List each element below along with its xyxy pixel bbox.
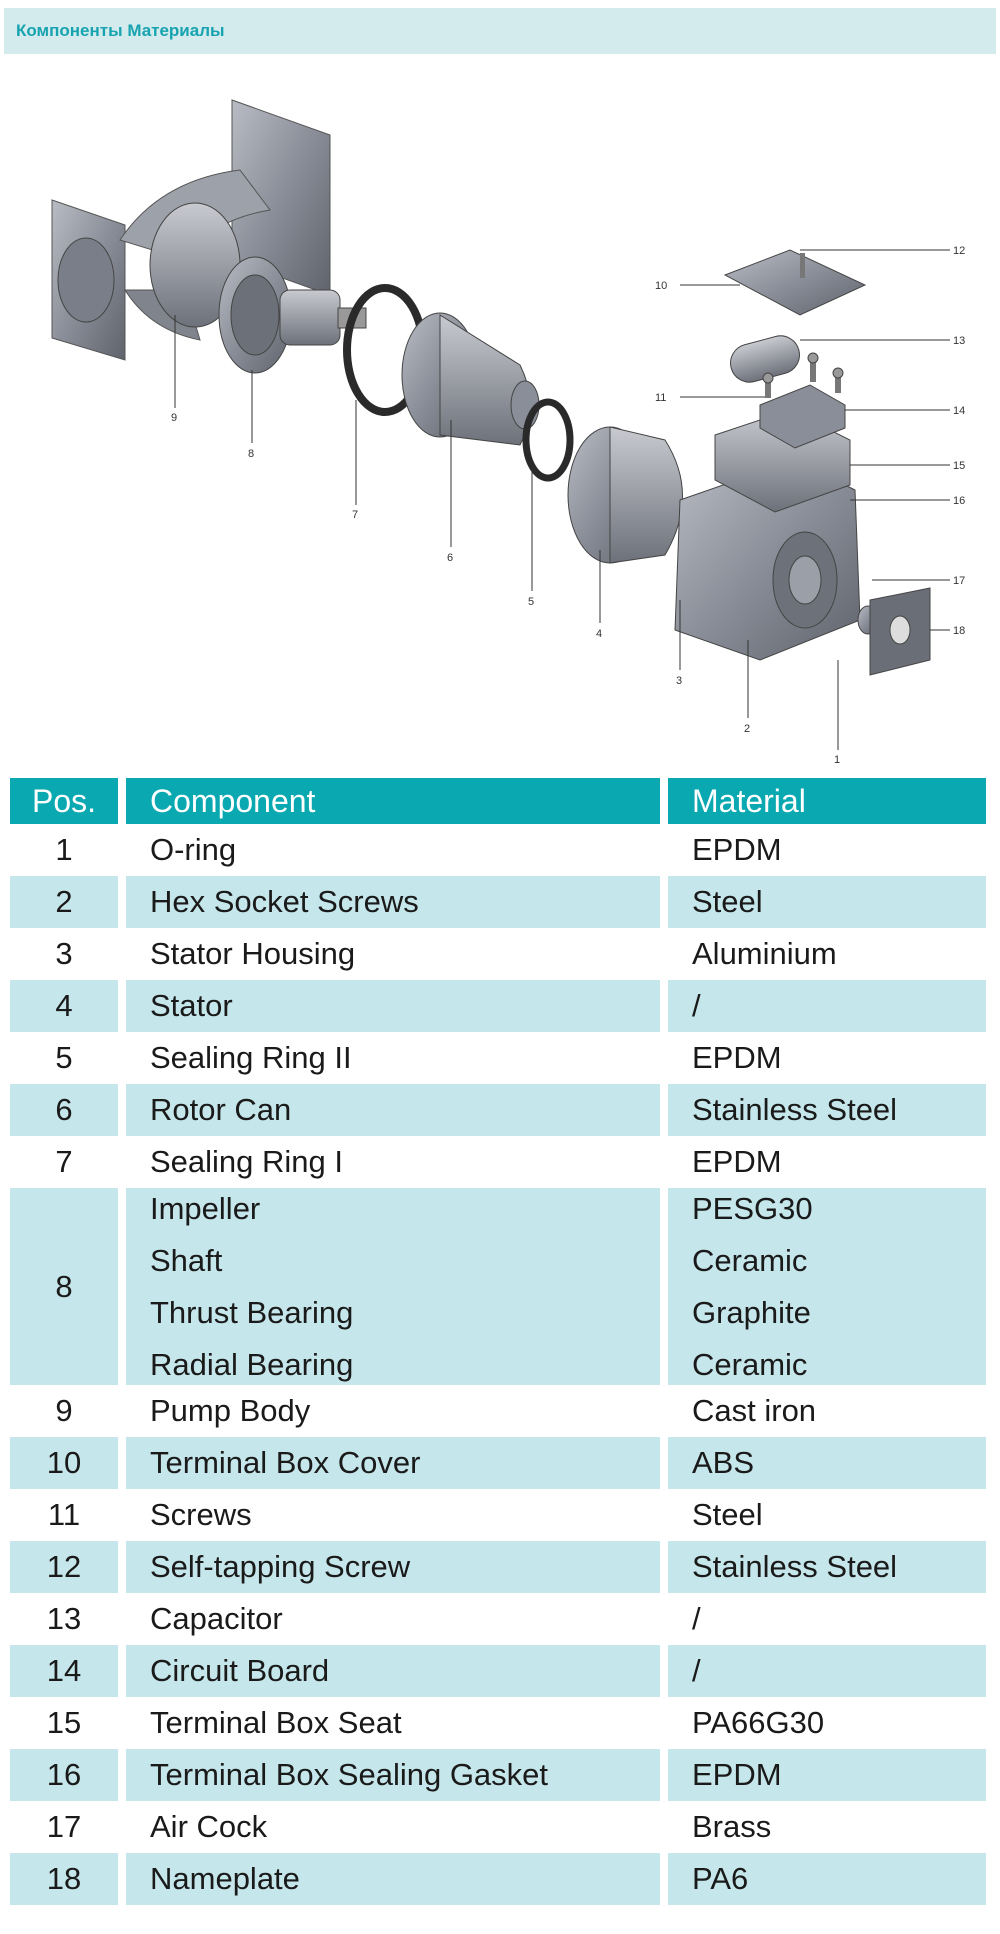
- table-row: [10, 1489, 986, 1541]
- material-cell: Steel: [692, 1497, 763, 1532]
- material-cell: Cast iron: [692, 1393, 817, 1428]
- table-row: [10, 980, 986, 1032]
- material-cell: EPDM: [692, 1144, 782, 1179]
- pos-cell: 3: [55, 936, 73, 971]
- pos-cell: 6: [10, 1084, 118, 1136]
- callout-8: 8: [248, 448, 255, 460]
- header-material: Material: [668, 778, 986, 824]
- pos-cell: 7: [55, 1144, 73, 1179]
- callout-4: 4: [596, 628, 603, 640]
- component-cell: [126, 1188, 660, 1385]
- material-cell: EPDM: [668, 1749, 986, 1801]
- pos-cell: 2: [10, 876, 118, 928]
- table-row: [10, 1385, 986, 1437]
- callout-10: 10: [655, 280, 668, 292]
- component-line: Radial Bearing: [150, 1346, 354, 1382]
- components-table: [10, 778, 986, 1905]
- table-row: [10, 1645, 986, 1697]
- callout-9: 9: [171, 412, 178, 424]
- stator-part: [568, 427, 683, 563]
- material-cell: Aluminium: [692, 936, 837, 971]
- pos-cell: 10: [10, 1437, 118, 1489]
- table-row: [10, 1853, 986, 1905]
- material-cell: /: [668, 1645, 986, 1697]
- table-row: [10, 1084, 986, 1136]
- table-header-row: [10, 778, 986, 824]
- pos-cell: 16: [10, 1749, 118, 1801]
- material-cell: PA6: [668, 1853, 986, 1905]
- callout-17: 17: [953, 575, 966, 587]
- callout-18: 18: [953, 625, 966, 637]
- material-line: Graphite: [692, 1294, 811, 1330]
- nameplate-part: [870, 588, 930, 675]
- component-cell: O-ring: [150, 832, 237, 867]
- section-title: Компоненты Материалы: [16, 21, 225, 40]
- terminal-box-cover-part: [725, 250, 865, 315]
- component-line: Impeller: [150, 1190, 261, 1226]
- callout-14: 14: [953, 405, 966, 417]
- table-row: [10, 1697, 986, 1749]
- table-row: [10, 1749, 986, 1801]
- pos-cell: 9: [55, 1393, 73, 1428]
- table-row: [10, 876, 986, 928]
- pos-cell: 11: [47, 1497, 81, 1532]
- sealing-ring-2-part: [526, 402, 570, 478]
- pos-cell: 12: [10, 1541, 118, 1593]
- pos-cell: 18: [10, 1853, 118, 1905]
- component-line: Thrust Bearing: [150, 1294, 354, 1330]
- material-cell: [668, 1188, 986, 1385]
- material-cell: Stainless Steel: [668, 1541, 986, 1593]
- material-cell: ABS: [668, 1437, 986, 1489]
- component-cell: Sealing Ring I: [150, 1144, 344, 1179]
- table-row: [10, 1437, 986, 1489]
- component-cell: Pump Body: [150, 1393, 311, 1428]
- callout-6: 6: [447, 552, 454, 564]
- component-cell: Self-tapping Screw: [126, 1541, 660, 1593]
- component-line: Shaft: [150, 1242, 223, 1278]
- component-cell: Circuit Board: [126, 1645, 660, 1697]
- component-cell: Terminal Box Seat: [150, 1705, 402, 1740]
- material-cell: PA66G30: [692, 1705, 825, 1740]
- material-cell: Steel: [668, 876, 986, 928]
- table-row: [10, 1188, 986, 1385]
- material-cell: Stainless Steel: [668, 1084, 986, 1136]
- callout-2: 2: [744, 723, 751, 735]
- table-row: [10, 1032, 986, 1084]
- callout-7: 7: [352, 509, 359, 521]
- material-cell: /: [692, 1601, 701, 1636]
- component-cell: Terminal Box Sealing Gasket: [126, 1749, 660, 1801]
- component-cell: Stator Housing: [150, 936, 356, 971]
- table-row: [10, 1541, 986, 1593]
- callout-15: 15: [953, 460, 966, 472]
- material-cell: Brass: [692, 1809, 772, 1844]
- material-line: PESG30: [692, 1190, 813, 1226]
- callout-11: 11: [655, 392, 667, 404]
- material-cell: /: [668, 980, 986, 1032]
- pos-cell: 13: [46, 1601, 82, 1636]
- material-line: Ceramic: [692, 1346, 808, 1382]
- material-cell: EPDM: [692, 832, 782, 867]
- callout-16: 16: [953, 495, 966, 507]
- component-cell: Stator: [126, 980, 660, 1032]
- material-line: Ceramic: [692, 1242, 808, 1278]
- pos-cell: 14: [10, 1645, 118, 1697]
- table-row: [10, 1136, 986, 1188]
- header-component: Component: [126, 778, 660, 824]
- callout-3: 3: [676, 675, 683, 687]
- pos-cell: 1: [55, 832, 73, 867]
- component-cell: Screws: [150, 1497, 252, 1532]
- exploded-pump-diagram: [0, 60, 1000, 770]
- component-cell: Capacitor: [150, 1601, 283, 1636]
- pos-cell: 5: [55, 1040, 73, 1075]
- component-cell: Terminal Box Cover: [126, 1437, 660, 1489]
- component-cell: Nameplate: [126, 1853, 660, 1905]
- header-pos: Pos.: [10, 778, 118, 824]
- callout-5: 5: [528, 596, 535, 608]
- callout-1: 1: [834, 754, 841, 766]
- table-row: [10, 928, 986, 980]
- component-cell: Rotor Can: [126, 1084, 660, 1136]
- pos-cell: 4: [10, 980, 118, 1032]
- table-row: [10, 1801, 986, 1853]
- component-cell: Sealing Ring II: [150, 1040, 352, 1075]
- section-header: [4, 8, 996, 54]
- component-cell: Hex Socket Screws: [126, 876, 660, 928]
- callout-12: 12: [953, 245, 966, 257]
- component-cell: Air Cock: [150, 1809, 268, 1844]
- table-row: [10, 1593, 986, 1645]
- material-cell: EPDM: [692, 1040, 782, 1075]
- pos-cell: 8: [10, 1188, 118, 1385]
- pos-cell: 17: [46, 1809, 82, 1844]
- table-row: [10, 824, 986, 876]
- callout-13: 13: [953, 335, 966, 347]
- rotor-can-part: [402, 313, 539, 445]
- pos-cell: 15: [46, 1705, 82, 1740]
